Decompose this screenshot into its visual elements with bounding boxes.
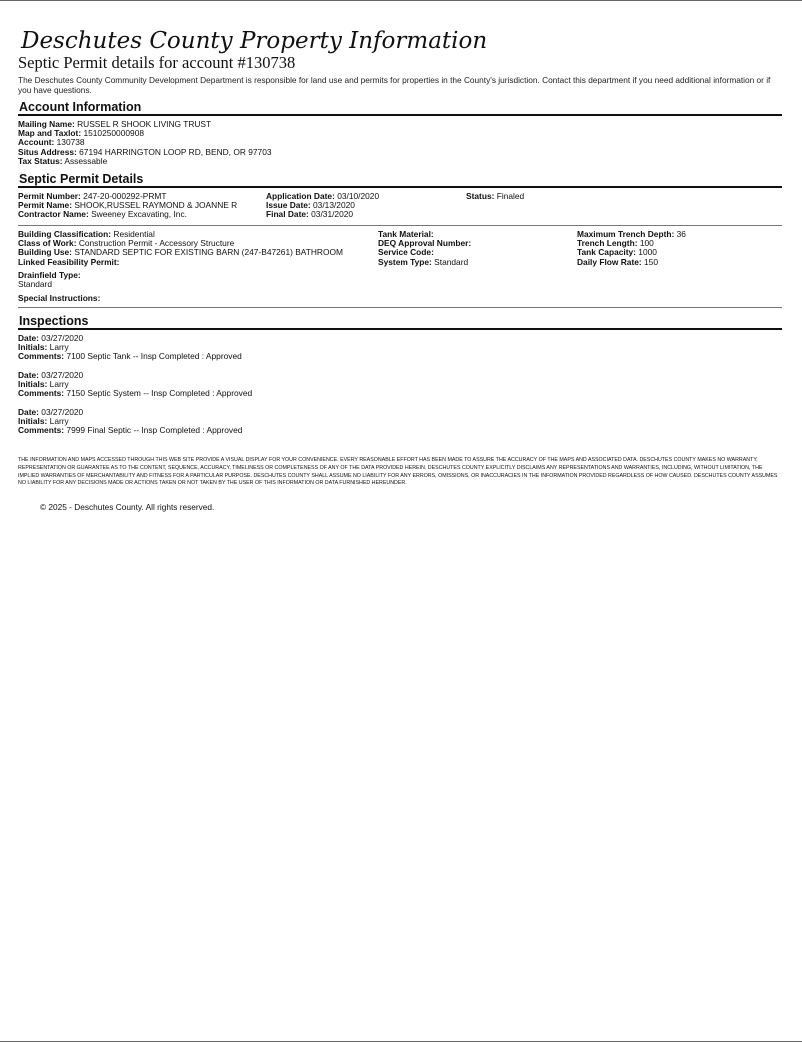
permit-field: Final Date: 03/31/2020 [266, 209, 354, 220]
permit-field: Tank Material: [378, 229, 434, 239]
permit-section-heading: Septic Permit Details [18, 172, 782, 188]
account-field: Tax Status: Assessable [18, 155, 108, 166]
permit-detail-mid [378, 230, 471, 267]
inspection-date: 03/27/2020 [41, 333, 84, 343]
permit-field: Issue Date: 03/13/2020 [266, 200, 355, 211]
permit-field: Building Use: STANDARD SEPTIC FOR EXISTING BARN (247-B47261) BATHROOM [18, 247, 343, 258]
special-instructions-label: Special Instructions: [18, 293, 101, 303]
permit-status-field: Status: Finaled [466, 191, 525, 201]
account-field: Account: 130738 [18, 137, 85, 148]
drainfield-block [18, 271, 81, 289]
account-field: Situs Address: 67194 HARRINGTON LOOP RD, BEND, OR 97703 [18, 146, 272, 157]
page-subtitle: Septic Permit details for account #130738 [18, 53, 296, 72]
permit-field: Trench Length: 100 [577, 238, 654, 249]
permit-field: System Type: Standard [378, 256, 469, 267]
account-field: Mailing Name: RUSSEL R SHOOK LIVING TRUST [18, 119, 212, 129]
page-title: Deschutes County Property Information [21, 28, 488, 54]
inspection-comments: 7150 Septic System -- Insp Completed : Approved [66, 388, 253, 399]
inspection-item: Date: 03/27/2020 Initials: Larry Comments: 7999 Final Septic -- Insp Completed : Approved [18, 407, 243, 436]
inspection-initials: Larry [49, 379, 69, 390]
inspection-initials: Larry [49, 416, 69, 427]
divider [18, 307, 782, 308]
intro-text: The Deschutes County Community Development Department is responsible for land use and permits for properties in the County's jurisdiction. Contact this department if you need additional information or if you have questions. [18, 75, 771, 95]
inspections-section-heading: Inspections [18, 314, 782, 330]
permit-field: Maximum Trench Depth: 36 [577, 229, 686, 239]
permit-field: Tank Capacity: 1000 [577, 247, 657, 258]
permit-field: Daily Flow Rate: 150 [577, 256, 658, 267]
special-instructions-block [18, 294, 100, 303]
permit-top-right [466, 192, 524, 201]
status-badge: Finaled [496, 191, 525, 201]
permit-field: Permit Number: 247-20-000292-PRMT [18, 191, 167, 201]
account-section-heading: Account Information [18, 100, 782, 116]
inspection-date: 03/27/2020 [41, 370, 84, 380]
disclaimer-text: THE INFORMATION AND MAPS ACCESSED THROUGH THIS WEB SITE PROVIDE A VISUAL DISPLAY FOR YOUR CONVENIENCE. EVERY REASONABLE EFFORT HAS BEEN MADE TO ASSURE THE ACCURACY OF THE MAPS AND ASSOCIATED DATA. DESCHUTES COUNTY MAKES NO WARRANTY, REPRESENTATION OR GUARANTEE AS TO THE CONTENT, SEQUENCE, ACCURACY, TIMELINESS OR COMPLETENESS OF ANY OF THE DATA PROVIDED HEREIN. DESCHUTES COUNTY EXPLICITLY DISCLAIMS ANY REPRESENTATIONS AND WARRANTIES, INCLUDING, WITHOUT LIMITATION, THE IMPLIED WARRANTIES OF MERCHANTABILITY AND FITNESS FOR A PARTICULAR PURPOSE. DESCHUTES COUNTY SHALL ASSUME NO LIABILITY FOR ANY ERRORS, OMISSIONS, OR INACCURACIES IN THE INFORMATION PROVIDED REGARDLESS OF HOW CAUSED. DESCHUTES COUNTY ASSUMES NO LIABILITY FOR ANY DECISIONS MADE OR ACTIONS TAKEN OR NOT TAKEN BY THE USER OF THIS INFORMATION OR DATA FURNISHED HEREUNDER. [18, 457, 778, 487]
permit-detail-left [18, 230, 343, 267]
copyright-text: © 2025 - Deschutes County. All rights reserved. [40, 502, 215, 512]
drainfield-label: Drainfield Type: [18, 270, 81, 280]
permit-field: Class of Work: Construction Permit - Accessory Structure [18, 238, 235, 249]
inspection-comments: 7999 Final Septic -- Insp Completed : Approved [66, 425, 243, 436]
permit-detail-right [577, 230, 686, 267]
inspection-item: Date: 03/27/2020 Initials: Larry Comments: 7100 Septic Tank -- Insp Completed : Approved [18, 333, 242, 362]
permit-field: Permit Name: SHOOK,RUSSEL RAYMOND & JOANNE R [18, 200, 238, 211]
permit-top-mid [266, 192, 379, 220]
permit-field: Application Date: 03/10/2020 [266, 191, 380, 201]
inspection-item: Date: 03/27/2020 Initials: Larry Comments: 7150 Septic System -- Insp Completed : Approved [18, 370, 253, 399]
drainfield-value: Standard [18, 279, 52, 290]
permit-top-left [18, 192, 237, 220]
inspection-comments: 7100 Septic Tank -- Insp Completed : Approved [66, 351, 242, 362]
permit-field: Linked Feasibility Permit: [18, 256, 120, 267]
permit-field: Service Code: [378, 247, 434, 258]
permit-field: Contractor Name: Sweeney Excavating, Inc. [18, 209, 187, 220]
permit-field: DEQ Approval Number: [378, 238, 472, 249]
inspection-initials: Larry [49, 342, 69, 353]
account-field: Map and Taxlot: 1510250000908 [18, 128, 145, 139]
permit-field: Building Classification: Residential [18, 229, 155, 239]
divider [18, 225, 782, 226]
inspection-date: 03/27/2020 [41, 407, 84, 417]
account-fields [18, 120, 272, 166]
